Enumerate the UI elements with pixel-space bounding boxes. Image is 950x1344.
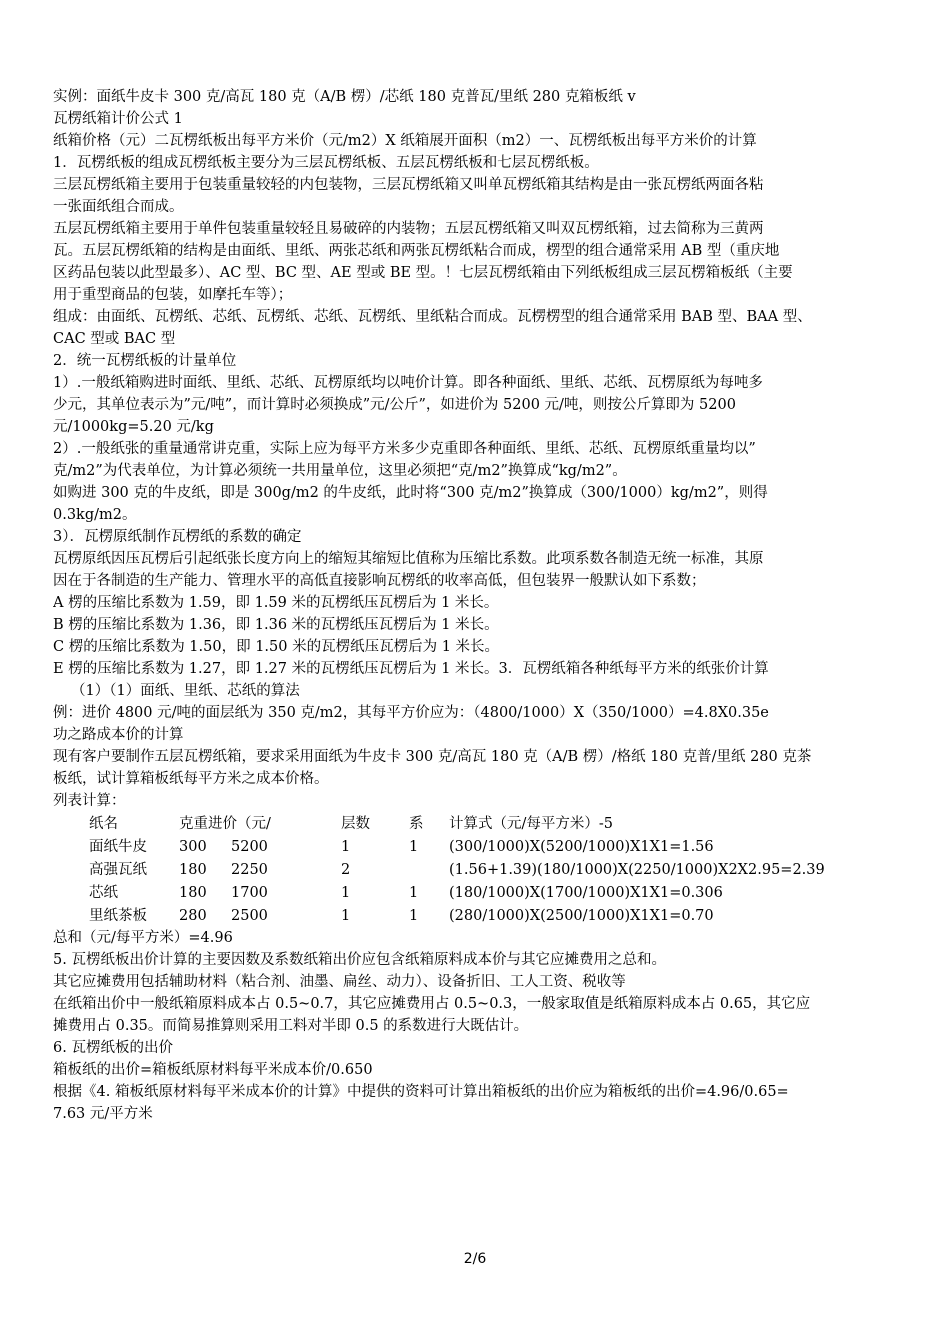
- text-line: 板纸，试计算箱板纸每平方米之成本价格。: [53, 771, 329, 787]
- table-cell: 1: [341, 838, 351, 855]
- text-line: 1）.一般纸箱购进时面纸、里纸、芯纸、瓦楞原纸均以吨价计算。即各种面纸、里纸、芯纸、瓦楞原纸为每吨多: [53, 375, 763, 391]
- text-line: 摊费用占 0.35。而简易推算则采用工料对半即 0.5 的系数进行大既估计。: [53, 1018, 529, 1034]
- table-cell: 5200: [231, 838, 268, 855]
- text-line: C 楞的压缩比系数为 1.50，即 1.50 米的瓦楞纸压瓦楞后为 1 米长。: [53, 639, 500, 655]
- table-row: [89, 858, 869, 881]
- text-line: 总和（元/每平方米）=4.96: [53, 930, 233, 946]
- table-cell: 1: [341, 907, 351, 924]
- text-line: 纸箱价格（元）二瓦楞纸板出每平方米价（元/m2）X 纸箱展开面积（m2）一、瓦楞纸板出每平方米价的计算: [53, 133, 757, 149]
- text-line: 三层瓦楞纸箱主要用于包装重量较轻的内包装物，三层瓦楞纸箱又叫单瓦楞纸箱其结构是由一张瓦楞纸两面各粘: [53, 177, 764, 193]
- text-line: 如购进 300 克的牛皮纸，即是 300g/m2 的牛皮纸，此时将“300 克/m2”换算成（300/1000）kg/m2”，则得: [53, 485, 768, 501]
- table-cell: 300: [179, 838, 207, 855]
- table-cell: 面纸牛皮: [89, 838, 147, 855]
- header-cell: 层数: [341, 815, 370, 832]
- table-cell: [409, 858, 449, 881]
- text-line: 6. 瓦楞纸板的出价: [53, 1040, 173, 1056]
- text-line: 7.63 元/平方米: [53, 1106, 153, 1122]
- calc-table: [89, 812, 869, 927]
- table-cell: 2500: [231, 907, 268, 924]
- text-line: 少元，其单位表示为”元/吨”，而计算时必须换成”元/公斤”，如进价为 5200 元/吨，则按公斤算即为 5200: [53, 397, 736, 413]
- text-line: 5. 瓦楞纸板出价计算的主要因数及系数纸箱出价应包含纸箱原料成本价与其它应摊费用之总和。: [53, 952, 666, 968]
- text-line: 瓦。五层瓦楞纸箱的结构是由面纸、里纸、两张芯纸和两张瓦楞纸粘合而成，楞型的组合通常采用 AB 型（重庆地: [53, 243, 780, 259]
- table-header-row: [89, 812, 869, 835]
- text-line: 五层瓦楞纸箱主要用于单件包装重量较轻且易破碎的内装物；五层瓦楞纸箱又叫双瓦楞纸箱，过去简称为三黄两: [53, 221, 764, 237]
- table-cell: (1.56+1.39)(180/1000)X(2250/1000)X2X2.95=2.39: [449, 861, 825, 878]
- section-bottom: [53, 927, 913, 1125]
- section-mid: [53, 702, 913, 812]
- table-cell: 里纸茶板: [89, 907, 147, 924]
- text-line: 根据《4. 箱板纸原材料每平米成本价的计算》中提供的资料可计算出箱板纸的出价应为箱板纸的出价=4.96/0.65=: [53, 1084, 789, 1100]
- text-line: 因在于各制造的生产能力、管理水平的高低直接影响瓦楞纸的收率高低，但包装界一般默认如下系数；: [53, 573, 706, 589]
- table-cell: 1: [409, 838, 419, 855]
- table-cell: 1: [341, 884, 351, 901]
- section-top: [53, 86, 913, 680]
- table-cell: (300/1000)X(5200/1000)X1X1=1.56: [449, 838, 714, 855]
- text-line: 用于重型商品的包装，如摩托车等）；: [53, 287, 293, 303]
- text-line: 实例：面纸牛皮卡 300 克/高瓦 180 克（A/B 楞）/芯纸 180 克普瓦/里纸 280 克箱板纸 v: [53, 89, 636, 105]
- table-cell: (280/1000)X(2500/1000)X1X1=0.70: [449, 907, 714, 924]
- table-cell: (180/1000)X(1700/1000)X1X1=0.306: [449, 884, 723, 901]
- header-cell: 克重进价（元/: [179, 815, 271, 832]
- text-line: 其它应摊费用包括辅助材料（粘合剂、油墨、扁丝、动力）、设备折旧、工人工资、税收等: [53, 974, 626, 990]
- table-cell: 180: [179, 861, 207, 878]
- text-line: 箱板纸的出价=箱板纸原材料每平米成本价/0.650: [53, 1062, 373, 1078]
- text-line: 功之路成本价的计算: [53, 727, 184, 743]
- text-line: 瓦楞纸箱计价公式 1: [53, 111, 183, 127]
- table-cell: 180: [179, 884, 207, 901]
- text-line: B 楞的压缩比系数为 1.36，即 1.36 米的瓦楞纸压瓦楞后为 1 米长。: [53, 617, 499, 633]
- text-line: 0.3kg/m2。: [53, 507, 137, 523]
- text-line: 列表计算：: [53, 793, 126, 809]
- text-line: E 楞的压缩比系数为 1.27，即 1.27 米的瓦楞纸压瓦楞后为 1 米长。3．瓦楞纸箱各种纸每平方米的纸张价计算: [53, 661, 769, 677]
- table-cell: 1: [409, 907, 419, 924]
- table-row: [89, 881, 869, 904]
- text-line: 2．统一瓦楞纸板的计量单位: [53, 353, 237, 369]
- text-line: 1．瓦楞纸板的组成瓦楞纸板主要分为三层瓦楞纸板、五层瓦楞纸板和七层瓦楞纸板。: [53, 155, 599, 171]
- text-line: A 楞的压缩比系数为 1.59，即 1.59 米的瓦楞纸压瓦楞后为 1 米长。: [53, 595, 499, 611]
- text-line: 在纸箱出价中一般纸箱原料成本占 0.5~0.7，其它应摊费用占 0.5~0.3，一般家取值是纸箱原料成本占 0.65，其它应: [53, 996, 811, 1012]
- table-cell: 2: [341, 861, 351, 878]
- text-line: 克/m2”为代表单位，为计算必须统一共用量单位，这里必须把“克/m2”换算成“kg/m2”。: [53, 463, 627, 479]
- header-cell: 系: [409, 815, 424, 832]
- text-line: 现有客户要制作五层瓦楞纸箱，要求采用面纸为牛皮卡 300 克/高瓦 180 克（A/B 楞）/格纸 180 克普/里纸 280 克茶: [53, 749, 812, 765]
- text-line: 区药品包装以此型最多）、AC 型、BC 型、AE 型或 BE 型。！七层瓦楞纸箱由下列纸板组成三层瓦楞箱板纸（主要: [53, 265, 793, 281]
- header-cell: 纸名: [89, 815, 118, 832]
- table-cell: 280: [179, 907, 207, 924]
- text-line: （1）（1）面纸、里纸、芯纸的算法: [71, 683, 300, 699]
- text-line: 2）.一般纸张的重量通常讲克重，实际上应为每平方米多少克重即各种面纸、里纸、芯纸、瓦楞原纸重量均以”: [53, 441, 756, 457]
- text-line: 瓦楞原纸因压瓦楞后引起纸张长度方向上的缩短其缩短比值称为压缩比系数。此项系数各制造无统一标准，其原: [53, 551, 764, 567]
- table-cell: 高强瓦纸: [89, 861, 147, 878]
- text-line: 一张面纸组合而成。: [53, 199, 184, 215]
- text-line: CAC 型或 BAC 型: [53, 331, 176, 347]
- table-cell: 2250: [231, 861, 268, 878]
- table-cell: 1700: [231, 884, 268, 901]
- table-cell: 芯纸: [89, 884, 118, 901]
- table-row: [89, 904, 869, 927]
- page-number: 2/6: [463, 1251, 487, 1267]
- table-row: [89, 835, 869, 858]
- document-body: [53, 86, 913, 1125]
- table-cell: 1: [409, 884, 419, 901]
- header-cell: 计算式（元/每平方米）-5: [449, 815, 614, 832]
- text-line: 3）．瓦楞原纸制作瓦楞纸的系数的确定: [53, 529, 302, 545]
- text-line: 组成：由面纸、瓦楞纸、芯纸、瓦楞纸、芯纸、瓦楞纸、里纸粘合而成。瓦楞楞型的组合通常采用 BAB 型、BAA 型、: [53, 309, 812, 325]
- table-body: [89, 835, 869, 927]
- text-line: 元/1000kg=5.20 元/kg: [53, 419, 214, 435]
- text-line: 例：进价 4800 元/吨的面层纸为 350 克/m2，其每平方价应为：（4800/1000）X（350/1000）=4.8X0.35e: [53, 705, 769, 721]
